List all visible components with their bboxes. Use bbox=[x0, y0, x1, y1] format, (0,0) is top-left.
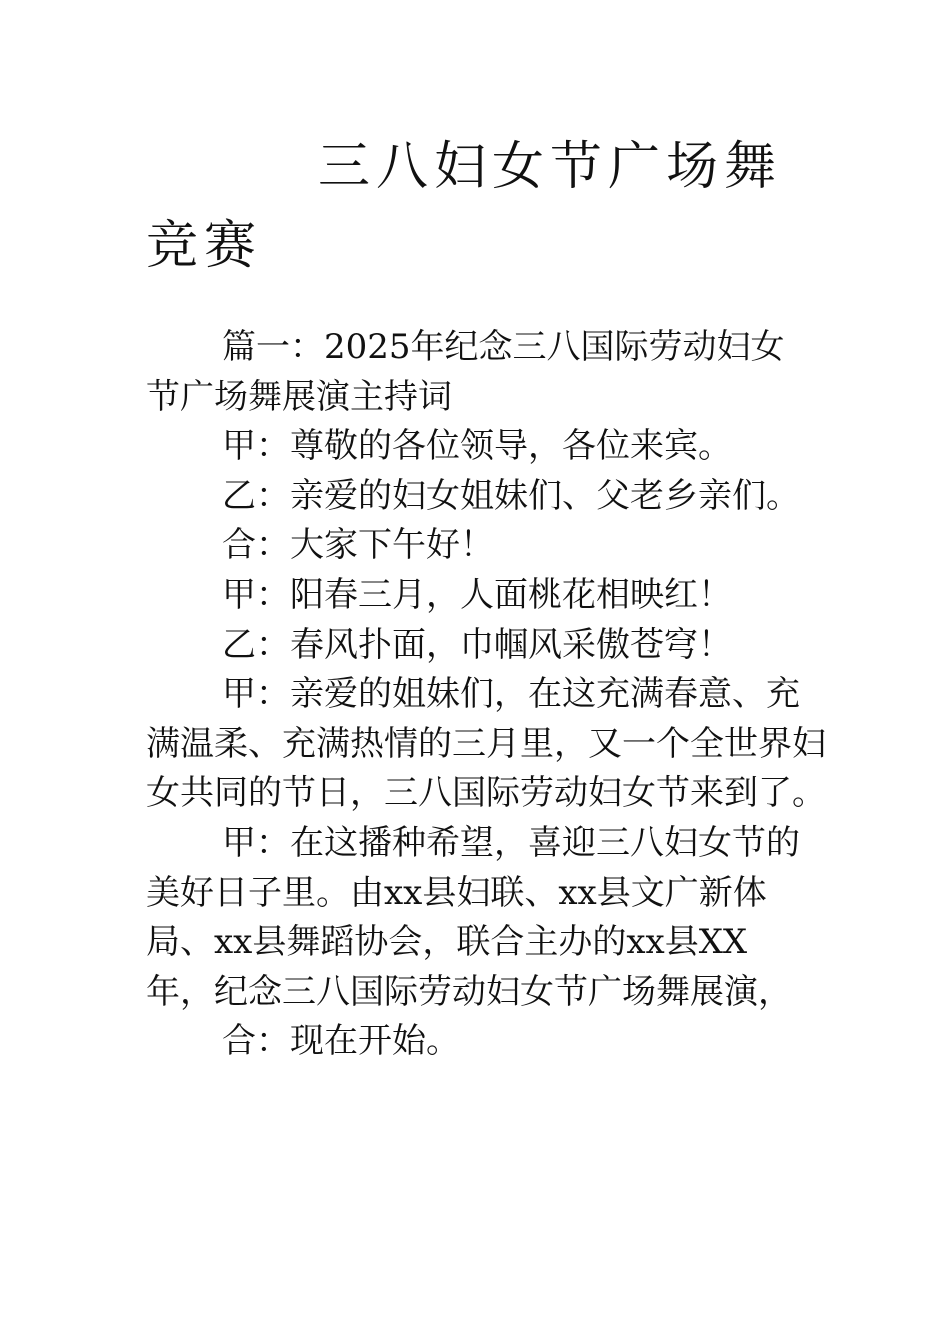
paragraph: 甲：阳春三月，人面桃花相映红！ bbox=[222, 574, 732, 615]
paragraph-heading: 篇一：2025年纪念三八国际劳动妇女节广场舞展演主持词 bbox=[146, 327, 785, 417]
paragraph: 乙：亲爱的妇女姐妹们、父老乡亲们。 bbox=[222, 475, 800, 516]
document-body bbox=[146, 323, 826, 1067]
document-title: 三八妇女节广场舞竞赛 bbox=[146, 137, 783, 276]
paragraph: 合：现在开始。 bbox=[222, 1021, 460, 1062]
paragraph: 甲：亲爱的姐妹们，在这充满春意、充满温柔、充满热情的三月里，又一个全世界妇女共同的节日，三八国际劳动妇女节来到了。 bbox=[146, 674, 826, 814]
paragraph: 甲：尊敬的各位领导，各位来宾。 bbox=[222, 426, 732, 467]
paragraph: 甲：在这播种希望，喜迎三八妇女节的美好日子里。由xx县妇联、xx县文广新体局、xx县舞蹈协会，联合主办的xx县XX年，纪念三八国际劳动妇女节广场舞展演， bbox=[146, 822, 800, 1012]
paragraph: 合：大家下午好！ bbox=[222, 525, 494, 566]
paragraph: 乙：春风扑面，巾帼风采傲苍穹！ bbox=[222, 624, 732, 665]
